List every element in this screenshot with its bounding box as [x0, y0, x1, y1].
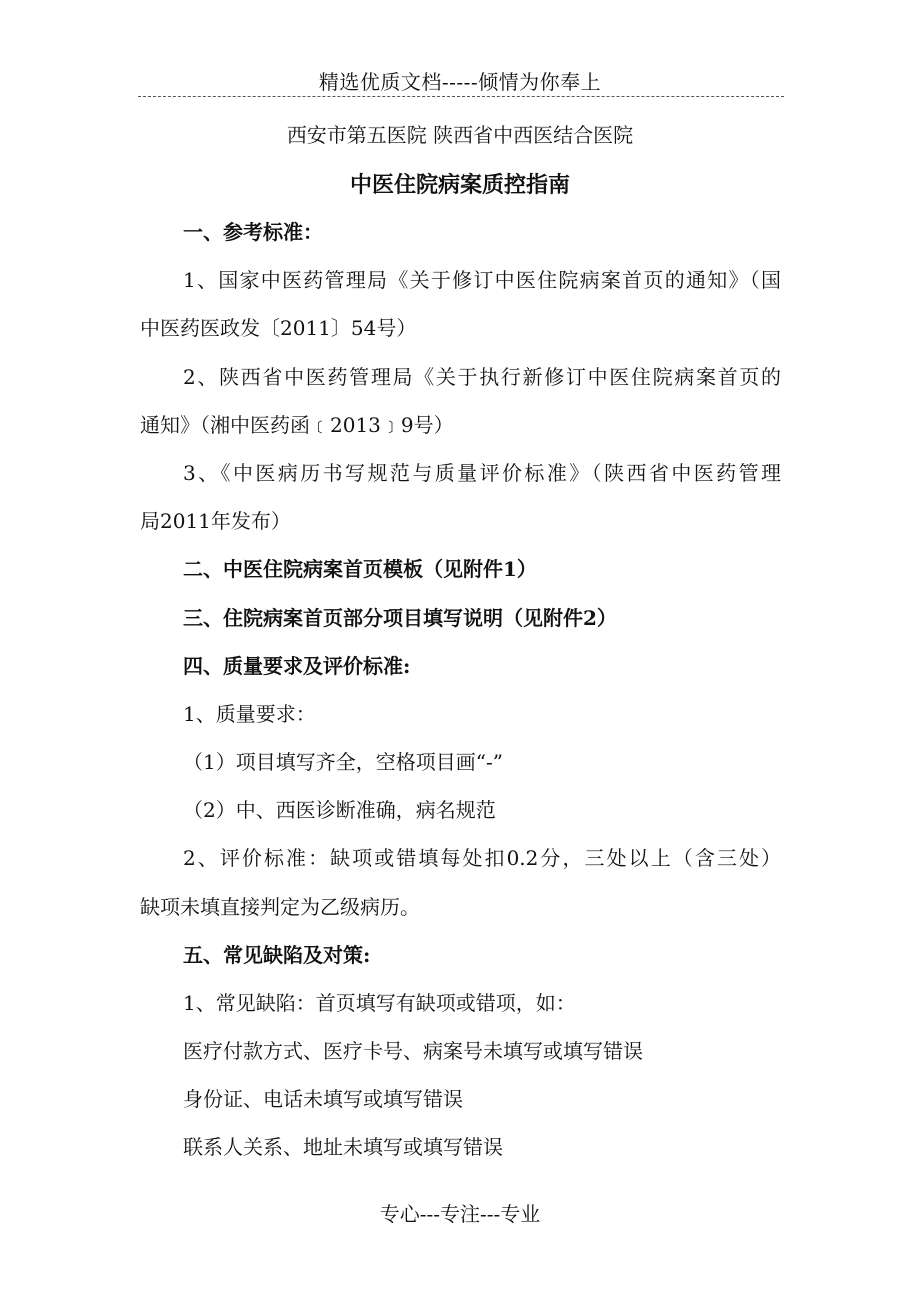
defect-item-1: 医疗付款方式、医疗卡号、病案号未填写或填写错误: [183, 1039, 643, 1063]
page-header: 精选优质文档-----倾情为你奉上: [318, 70, 602, 94]
hospital-name: 西安市第五医院 陕西省中西医结合医院: [286, 123, 634, 147]
reference-item-3-line2: 局2011年发布）: [140, 509, 291, 533]
defects-label: 1、常见缺陷：首页填写有缺项或错项，如：: [183, 991, 576, 1015]
section-heading-quality: 四、质量要求及评价标准:: [183, 654, 411, 678]
defect-item-3: 联系人关系、地址未填写或填写错误: [183, 1135, 503, 1159]
page-footer: 专心---专注---专业: [379, 1202, 541, 1226]
evaluation-criteria-line2: 缺项未填直接判定为乙级病历。: [140, 895, 420, 919]
evaluation-criteria-line1: 2、评价标准：缺项或错填每处扣0.2分，三处以上（含三处）: [183, 846, 781, 870]
reference-item-3-line1: 3、《中医病历书写规范与质量评价标准》（陕西省中医药管理: [183, 461, 781, 485]
reference-item-2-line2: 通知》（湘中医药函﹝2013﹞9号）: [140, 413, 454, 437]
header-divider: [138, 96, 784, 97]
quality-item-1: （1）项目填写齐全，空格项目画“-”: [183, 750, 503, 774]
section-heading-instructions: 三、住院病案首页部分项目填写说明（见附件2）: [183, 606, 617, 630]
reference-item-2-line1: 2、陕西省中医药管理局《关于执行新修订中医住院病案首页的: [183, 365, 781, 389]
reference-item-1-line1: 1、国家中医药管理局《关于修订中医住院病案首页的通知》（国: [183, 268, 781, 292]
document-title: 中医住院病案质控指南: [349, 172, 570, 198]
quality-requirements-label: 1、质量要求：: [183, 702, 316, 726]
section-heading-defects: 五、常见缺陷及对策:: [183, 943, 371, 967]
reference-item-1-line2: 中医药医政发〔2011〕54号）: [140, 316, 417, 340]
defect-item-2: 身份证、电话未填写或填写错误: [183, 1087, 463, 1111]
section-heading-template: 二、中医住院病案首页模板（见附件1）: [183, 557, 537, 581]
section-heading-references: 一、参考标准：: [183, 220, 323, 244]
quality-item-2: （2）中、西医诊断准确，病名规范: [183, 798, 496, 822]
